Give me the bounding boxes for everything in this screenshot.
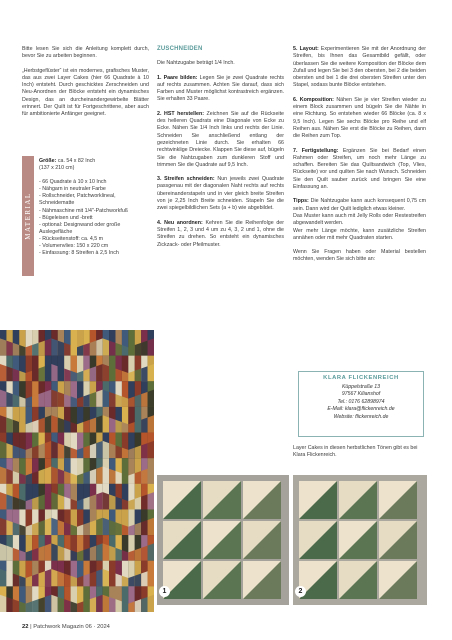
material-item: - Einfassung: 8 Streifen à 2,5 Inch: [39, 250, 119, 257]
step-paragraph: 2. HST herstellen: Zeichnen Sie auf die Rückseite des helleren Quadrats eine Diagonale von Ecke zu Ecke. Nähen Sie 1/4 Inch links und rechts der Linie. Schneiden Sie anschließend entlang der gezeichneten Linie durch. Sie erhalten 66 rechtwinklige Dreiecke. Klappen Sie diese auf, bügeln Sie die Nahtzugaben zum dunkleren Stoff und trimmen Sie die Quadrate auf 9,5 Inch.: [157, 110, 284, 168]
material-item: - Nähmaschine mit 1/4"-Patchworkfuß: [39, 207, 129, 214]
contact-email: E-Mail: klara@flickenreich.de: [327, 406, 395, 412]
step-paragraph: 7. Fertigstellung: Ergänzen Sie bei Bedarf einen Rahmen oder Streifen, um noch mehr Länge zu schaffen. Bereiten Sie das Quiltsandwich (Top, Vlies, Rückseite) vor und quilten Sie nach Wunsch. Schneiden Sie den Quilt sauber zurück und bringen Sie eine Einfassung an.: [293, 147, 426, 191]
intro-paragraph: Bitte lesen Sie sich die Anleitung komplett durch, bevor Sie zu arbeiten beginnen.: [22, 46, 149, 60]
step-paragraph: 6. Komposition: Nähen Sie je vier Streifen wieder zu einem Block zusammen und bügeln Sie die Nähte in eine Richtung. So entstehen wieder 66 Blöcke (ca. 8 x 9,5 Inch). Legen Sie sechs Blöcke pro Reihe und elf Reihen aus. Nähen Sie erst die Blöcke zu Reihen, dann die Reihen zum Top.: [293, 96, 426, 140]
quilt-photo: [0, 330, 154, 612]
material-item: - Bügeleisen und -brett: [39, 214, 93, 221]
step-paragraph: 3. Streifen schneiden: Nun jeweils zwei Quadrate passgenau mit der diagonalen Naht rechts auf rechts übereinanderstapeln und in vier gleich breite Streifen von je 2,25 Inch Breite schneiden. Stapeln Sie die zwei spiegelbildlichen Sets (a + b) wie abgebildet.: [157, 176, 284, 212]
contact-website: Website: flickenreich.de: [333, 413, 389, 420]
issue: 06 · 2024: [85, 624, 110, 630]
photo-badge-1: 1: [159, 586, 170, 597]
contact-box: [298, 371, 424, 437]
photo-badge-2: 2: [295, 586, 306, 597]
column-middle: [157, 46, 284, 256]
material-items: [39, 179, 149, 257]
material-item: - optional: Designwand oder große Auslegefläche: [39, 221, 121, 235]
contact-city: 97567 Kilianshof: [341, 391, 381, 397]
photo-caption: Layer Cakes in diesen herbstlichen Tönen gibt es bei Klara Flickenreich.: [293, 445, 418, 459]
step-paragraph: 4. Neu anordnen: Kehren Sie die Reihenfolge der Streifen 1, 2, 3 und 4 um zu 4, 3, 2 und 1, ohne die Streifen zu drehen. So entsteht ein dynamisches Zickzack- oder Pfeilmuster.: [157, 219, 284, 248]
material-item: - Volumenvlies: 150 x 220 cm: [39, 243, 109, 250]
seam-note: Die Nahtzugabe beträgt 1/4 Inch.: [157, 60, 235, 67]
section-heading: ZUSCHNEIDEN: [157, 46, 203, 52]
column-right: [293, 46, 426, 271]
material-item: - Rückseitenstoff: ca. 4,5 m: [39, 235, 104, 242]
material-item: - Rollschneider, Patchworklineal, Schneidematte: [39, 193, 116, 207]
material-item: - 66 Quadrate à 10 x 10 Inch: [39, 179, 107, 186]
contact-name: KLARA FLICKENREICH: [323, 375, 399, 381]
magazine-name: Patchwork Magazin: [33, 624, 84, 630]
questions-paragraph: Wenn Sie Fragen haben oder Material bestellen möchten, wenden Sie sich bitte an:: [293, 249, 426, 263]
step-photo-1: [157, 475, 289, 605]
contact-phone: Tel.: 0176 62898974: [337, 398, 385, 405]
material-label: MATERIAL: [22, 156, 34, 276]
description-paragraph: „Herbstgeflüster“ ist ein modernes, grafisches Muster, das aus zwei Layer Cakes (hier 66 Quadrate à 10 Inch) entsteht. Durch geschicktes Zerschneiden und Neu-Anordnen der Blöcke entsteht ein dynamisches Design, das an durcheinandergewirbelte Blätter erinnert. Der Quilt ist für Fortgeschrittene, aber auch für ambitionierte Anfänger geeignet.: [22, 67, 149, 118]
page-number: 22: [22, 624, 29, 630]
step-paragraph: 5. Layout: Experimentieren Sie mit der Anordnung der Streifen, bis Ihnen das Gesamtbild gefällt, oder überlassen Sie die weitere Komposition der Blöcke dem Zufall und legen Sie bei 3 den obersten, bei 2 die beiden obersten und bei 1 die drei obersten Streifen unter den Stapel, sodass bunte Blöcke entstehen.: [293, 46, 426, 89]
page-footer: 22 | Patchwork Magazin 06 · 2024: [22, 624, 110, 630]
step-paragraph: 1. Paare bilden: Legen Sie je zwei Quadrate rechts auf rechts zusammen. Achten Sie darauf, dass sich Farben und Muster möglichst kontrastreich ergänzen. Sie erhalten 33 Paare.: [157, 74, 285, 103]
contact-street: Küppelstraße 13: [341, 383, 381, 390]
tips-paragraph: Tipps: Die Nahtzugabe kann auch konsequent 0,75 cm sein. Dann wird der Quilt lediglich etwas kleiner. Das Muster kann auch mit Jelly Rolls oder Restestreifen abgewandelt werden. Wer mehr Länge möchte, kann zusätzliche Streifen annähen oder mit mehr Quadraten starten.: [293, 198, 426, 241]
step-photo-2: [293, 475, 427, 605]
material-box: [22, 156, 149, 318]
material-item: - Nähgarn in neutraler Farbe: [39, 186, 106, 193]
material-list: Größe: ca. 54 x 82 Inch (137 x 210 cm) - 66 Quadrate à 10 x 10 Inch - Nähgarn in neutraler Farbe - Rollschneider, Patchworklineal, Schneidematte - Nähmaschine mit 1/4"-Patchworkfuß - Bügeleisen und -brett - optional: Designwand oder große Auslegefläche - Rückseitenstoff: ca. 4,5 m - Volumenvlies: 150 x 220 cm - Einfassung: 8 Streifen à 2,5 Inch: [39, 158, 149, 257]
column-left: [22, 46, 149, 126]
